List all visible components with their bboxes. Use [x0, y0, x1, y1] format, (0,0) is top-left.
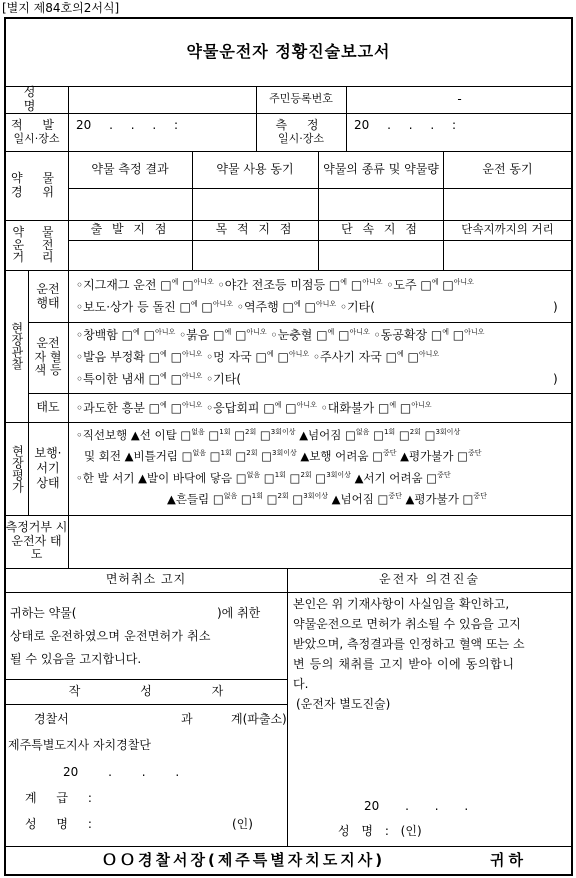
notice-header: 면허취소 고지	[105, 572, 187, 587]
field-test-option: 없음	[192, 449, 206, 457]
field-test-option: 없음	[355, 428, 370, 436]
field-test-option: 3회이상	[326, 471, 351, 479]
notice-line-3: 될 수 있음을 고지합니다.	[10, 652, 142, 666]
distance-label-3: 거 리	[12, 250, 61, 265]
destination-field[interactable]	[193, 241, 317, 269]
writer-organization: 제주특별도지사 자치경찰단	[8, 738, 151, 752]
field-test-text: 및 회전 ▲비틀거림 □	[84, 449, 193, 463]
opinion-line-1: 본인은 위 기재사항이 사실임을 확인하고,	[293, 597, 510, 611]
field-test-option: 1회	[219, 428, 231, 436]
field-test-text: □	[257, 449, 273, 463]
distance-label: 약 물	[12, 225, 61, 240]
opinion-line-4: 변 등의 채취를 고지 받아 이에 동의합니	[293, 657, 515, 671]
writer-station: 경찰서	[34, 712, 69, 726]
drug-motive-header: 약물 사용 동기	[216, 161, 294, 176]
drug-result-header: 약물 측정 결과	[91, 161, 169, 176]
writer-seal: (인)	[232, 817, 253, 831]
field-test-option: 중단	[437, 471, 451, 479]
observation-group-label: 현장관찰	[9, 322, 24, 370]
field-test-option: 중단	[468, 449, 482, 457]
field-test-line-4	[167, 493, 487, 507]
field-test-line-3	[76, 472, 451, 486]
driving-other-close: )	[553, 300, 558, 314]
start-point-header: 출 발 지 점	[90, 222, 170, 237]
field-test-text: □	[369, 428, 384, 442]
name-field[interactable]	[69, 87, 255, 112]
field-test-option: 3회이상	[270, 428, 296, 436]
field-test-option: 3회이상	[303, 492, 329, 500]
opinion-signature[interactable]: 성 명 : (인)	[338, 824, 422, 838]
field-test-option: 3회이상	[435, 428, 461, 436]
field-test-option: 중단	[383, 449, 397, 457]
notice-line-2: 상태로 운전하였으며 운전면허가 취소	[10, 629, 211, 643]
field-test-option: 2회	[246, 449, 258, 457]
field-test-text: □	[311, 471, 327, 485]
field-test-option: 1회	[251, 492, 263, 500]
opinion-statement-field[interactable]	[290, 716, 570, 796]
start-point-field[interactable]	[69, 241, 191, 269]
driving-line-1: ◦지그재그 운전 □$^예$ □$^{아니오}$ ◦야간 전조등 미점등 □$^예$ □$^{아니오}$ ◦도주 □$^예$ □$^{아니오}$	[76, 278, 474, 292]
driver-complexion-label: 운전 자 혈색 등	[34, 335, 62, 378]
field-test-text: □	[395, 428, 410, 442]
field-test-line-2	[84, 450, 482, 464]
field-test-option: 2회	[277, 492, 289, 500]
field-test-text: ▲서기 어려움 □	[350, 471, 438, 485]
opinion-line-2: 약물운전으로 면허가 취소될 수 있음을 고지	[293, 617, 521, 631]
measure-label-sub: 일시·장소	[277, 131, 324, 145]
walking-standing-label: 보행· 서기 상태	[34, 446, 62, 490]
drug-motive-field[interactable]	[193, 189, 317, 219]
field-test-option: 3회이상	[272, 449, 297, 457]
refusal-field[interactable]	[69, 516, 571, 567]
opinion-header: 운전자 의견진술	[379, 572, 480, 587]
driving-behavior-label: 운전 행태	[36, 281, 60, 310]
opinion-line-5: 다.	[293, 677, 309, 691]
driving-motive-field[interactable]	[444, 189, 571, 219]
driving-line-2: ◦보도·상가 등 돌진 □$^예$ □$^{아니오}$ ◦역주행 □$^예$ □$^{아니오}$ ◦기타(	[76, 300, 375, 314]
field-test-text: ▲평가불가 □	[396, 449, 468, 463]
field-test-line-1	[76, 429, 460, 443]
field-test-option: 1회	[383, 428, 396, 436]
field-test-option: 중단	[473, 492, 487, 500]
field-test-option: 없음	[223, 492, 238, 500]
drug-type-field[interactable]	[319, 189, 442, 219]
distance-header: 단속지까지의 거리	[461, 222, 554, 237]
drug-label-sub: 경 위	[11, 184, 62, 199]
field-test-text: ▲흔들림 □	[167, 492, 224, 506]
field-test-text: □	[231, 449, 247, 463]
notice-line-1a: 귀하는 약물(	[10, 606, 77, 620]
field-test-text: ▲보행 어려움 □	[296, 449, 383, 463]
field-test-text: □	[260, 471, 275, 485]
complexion-other-close: )	[553, 372, 558, 386]
field-test-option: 없음	[191, 428, 205, 436]
field-test-option: 1회	[220, 449, 232, 457]
field-test-text: ▲넘어짐 □	[295, 428, 356, 442]
field-test-text: □	[256, 428, 271, 442]
field-test-text: ◦한 발 서기 ▲발이 바닥에 닿음 □	[76, 471, 247, 485]
field-test-text: □	[230, 428, 246, 442]
field-test-option: 중단	[388, 492, 402, 500]
opinion-date[interactable]: 20 . . .	[364, 799, 469, 813]
footer-suffix: 귀하	[490, 851, 527, 869]
field-test-text: □	[204, 428, 220, 442]
distance-field[interactable]	[444, 241, 571, 269]
drug-label: 약 물	[11, 170, 62, 185]
attitude-line: ◦과도한 흥분 □$^예$ □$^{아니오}$ ◦응답회피 □$^예$ □$^{아니오}$ ◦대화불가 □$^예$ □$^{아니오}$	[76, 401, 432, 415]
destination-header: 목 적 지 점	[215, 222, 295, 237]
field-test-text: □	[237, 492, 252, 506]
form-title: 약물운전자 정황진술보고서	[186, 42, 391, 62]
field-test-group-label: 현장평가	[10, 444, 25, 493]
occur-field[interactable]: 20 . . . :	[76, 118, 179, 132]
complexion-line-1: ◦창백함 □$^예$ □$^{아니오}$ ◦붉음 □$^예$ □$^{아니오}$ ◦눈충혈 □$^예$ □$^{아니오}$ ◦동공확장 □$^예$ □$^{아니오}$	[76, 328, 485, 342]
field-test-option: 2회	[409, 428, 421, 436]
complexion-line-2: ◦발음 부정확 □$^예$ □$^{아니오}$ ◦멍 자국 □$^예$ □$^{아니오}$ ◦주사기 자국 □$^예$ □$^{아니오}$	[76, 350, 440, 364]
field-test-text: ◦직선보행 ▲선 이탈 □	[76, 428, 192, 442]
writer-date[interactable]: 20 . . .	[63, 765, 180, 779]
measure-field[interactable]: 20 . . . :	[354, 118, 457, 132]
complexion-line-3: ◦특이한 냄새 □$^예$ □$^{아니오}$ ◦기타(	[76, 372, 242, 386]
drug-result-field[interactable]	[69, 189, 191, 219]
field-test-text: □	[420, 428, 436, 442]
rrn-field[interactable]: -	[457, 91, 462, 106]
rrn-label: 주민등록번호	[269, 92, 333, 106]
driving-motive-header: 운전 동기	[482, 161, 533, 176]
opinion-line-3: 받았으며, 측정결과를 인정하고 혈액 또는 소	[293, 637, 525, 651]
opinion-note: (운전자 별도진술)	[296, 697, 391, 711]
form-number: [별지 제84호의2서식]	[2, 1, 120, 15]
measure-label: 측 정	[275, 117, 327, 132]
writer-department: 과	[181, 712, 193, 726]
writer-team: 계(파출소)	[231, 712, 287, 726]
field-test-text: □	[288, 492, 304, 506]
field-test-text: □	[262, 492, 278, 506]
field-test-text: ▲넘어짐 □	[328, 492, 389, 506]
attitude-label: 태도	[36, 399, 60, 414]
name-label: 성 명	[23, 84, 50, 113]
field-test-option: 없음	[246, 471, 261, 479]
occur-label-sub: 일시·장소	[13, 131, 60, 145]
writer-header: 작 성 자	[68, 683, 252, 698]
distance-label-2: 운 전	[12, 237, 61, 252]
drug-type-header: 약물의 종류 및 약물량	[323, 161, 439, 176]
enforcement-point-header: 단 속 지 점	[341, 222, 420, 237]
enforcement-point-field[interactable]	[319, 241, 442, 269]
field-test-text: □	[285, 471, 301, 485]
field-test-text: □	[205, 449, 221, 463]
writer-rank[interactable]: 계 급 :	[25, 791, 100, 805]
occur-label: 적 발	[11, 117, 62, 132]
refusal-label: 측정거부 시 운전자 태 도	[5, 519, 68, 562]
field-test-option: 2회	[300, 471, 312, 479]
field-test-text: ▲평가불가 □	[401, 492, 474, 506]
notice-line-1b: )에 취한	[217, 606, 261, 620]
writer-name[interactable]: 성 명 :	[25, 817, 100, 831]
field-test-option: 2회	[245, 428, 257, 436]
field-test-option: 1회	[274, 471, 286, 479]
footer-recipient: ＯＯ경찰서장(제주특별자치도지사)	[102, 851, 386, 869]
